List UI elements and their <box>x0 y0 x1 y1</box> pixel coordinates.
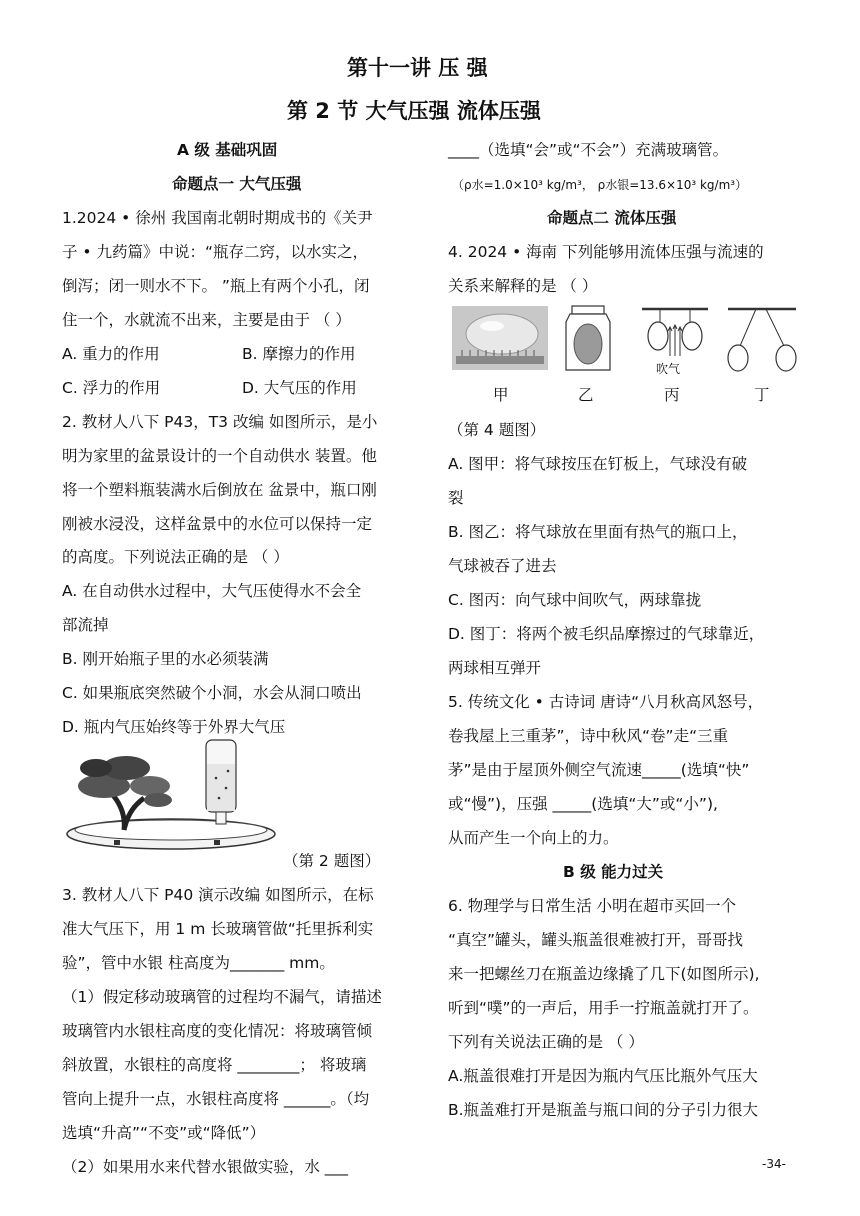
q4-line-1: 4. 2024 • 海南 下列能够用流体压强与流速的 <box>448 243 764 261</box>
level-a-heading: A 级 基础巩固 <box>177 141 278 159</box>
q2-line-5: 的高度。下列说法正确的是 （ ） <box>62 548 289 566</box>
q4-label-ding: 丁 <box>754 386 770 404</box>
q4-figure-jia-balloon-nailboard <box>452 306 548 370</box>
q4-option-c: C. 图丙：向气球中间吹气，两球靠拢 <box>448 591 702 609</box>
level-b-heading: B 级 能力过关 <box>563 863 664 881</box>
q2-line-3: 将一个塑料瓶装满水后倒放在 盆景中，瓶口刚 <box>62 481 377 499</box>
q5-line-2: 卷我屋上三重茅”，诗中秋风“卷”走“三重 <box>448 727 729 745</box>
q4-label-bing: 丙 <box>664 386 680 404</box>
q3-line-3: 验”，管中水银 柱高度为_______ mm。 <box>62 954 335 972</box>
q2-line-1: 2. 教材人八下 P43，T3 改编 如图所示，是小 <box>62 413 378 431</box>
q1-option-c: C. 浮力的作用 <box>62 379 161 397</box>
q2-option-a-line-2: 部流掉 <box>62 616 109 634</box>
q3-line-6: 斜放置，水银柱的高度将 ________； 将玻璃 <box>62 1056 367 1074</box>
q1-line-1: 1.2024 • 徐州 我国南北朝时期成书的《关尹 <box>62 209 373 227</box>
q4-figure-bing-two-balloons-blow <box>640 306 710 366</box>
q5-line-5: 从而产生一个向上的力。 <box>448 829 619 847</box>
q4-option-a-line-2: 裂 <box>448 489 464 507</box>
density-note: （ρ水=1.0×10³ kg/m³， ρ水银=13.6×10³ kg/m³） <box>452 178 748 192</box>
q3-line-4: （1）假定移动玻璃管的过程均不漏气，请描述 <box>62 988 382 1006</box>
q4-figure-yi-balloon-jar <box>560 304 616 374</box>
q2-option-a-line-1: A. 在自动供水过程中，大气压使得水不会全 <box>62 582 362 600</box>
q3-line-1: 3. 教材人八下 P40 演示改编 如图所示，在标 <box>62 886 374 904</box>
q6-option-b: B.瓶盖难打开是瓶盖与瓶口间的分子引力很大 <box>448 1101 759 1119</box>
q2-option-c: C. 如果瓶底突然破个小洞，水会从洞口喷出 <box>62 684 362 702</box>
q4-option-d-line-1: D. 图丁：将两个被毛织品摩擦过的气球靠近， <box>448 625 765 643</box>
q6-line-1: 6. 物理学与日常生活 小明在超市买回一个 <box>448 897 737 915</box>
q3-line-7: 管向上提升一点，水银柱高度将 ______。（均 <box>62 1090 370 1108</box>
q2-option-d: D. 瓶内气压始终等于外界大气压 <box>62 718 286 736</box>
q6-line-3: 来一把螺丝刀在瓶盖边缘撬了几下(如图所示), <box>448 965 760 983</box>
q5-line-4: 或“慢”)，压强 _____(选填“大”或“小”), <box>448 795 718 813</box>
q4-line-2: 关系来解释的是 （ ） <box>448 277 598 295</box>
q3-line-8: 选填“升高”“不变”或“降低”） <box>62 1124 266 1142</box>
q4-option-a-line-1: A. 图甲：将气球按压在钉板上，气球没有破 <box>448 455 748 473</box>
q6-option-a: A.瓶盖很难打开是因为瓶内气压比瓶外气压大 <box>448 1067 758 1085</box>
q6-line-5: 下列有关说法正确的是 （ ） <box>448 1033 644 1051</box>
q3-line-2: 准大气压下，用 1 m 长玻璃管做“托里拆利实 <box>62 920 374 938</box>
q3-line-9: （2）如果用水来代替水银做实验，水 ___ <box>62 1158 349 1176</box>
q1-option-b: B. 摩擦力的作用 <box>242 345 356 363</box>
q2-line-4: 刚被水浸没，这样盆景中的水位可以保持一定 <box>62 515 373 533</box>
topic-1-heading: 命题点一 大气压强 <box>172 175 302 193</box>
topic-2-heading: 命题点二 流体压强 <box>547 209 677 227</box>
q1-line-2: 子 • 九药篇》中说：“瓶存二窍，以水实之， <box>62 243 369 261</box>
q4-option-b-line-1: B. 图乙：将气球放在里面有热气的瓶口上， <box>448 523 748 541</box>
section-subtitle: 第 2 节 大气压强 流体压强 <box>287 99 541 123</box>
q2-figure-caption: （第 2 题图） <box>283 852 381 870</box>
q2-line-2: 明为家里的盆景设计的一个自动供水 装置。他 <box>62 447 377 465</box>
q4-label-jia: 甲 <box>493 386 509 404</box>
q5-line-3: 茅”是由于屋顶外侧空气流速_____(选填“快” <box>448 761 750 779</box>
q4-option-d-line-2: 两球相互弹开 <box>448 659 542 677</box>
page-number: -34- <box>762 1157 786 1171</box>
q3-continuation: ____（选填“会”或“不会”）充满玻璃管。 <box>448 141 729 159</box>
q3-line-5: 玻璃管内水银柱高度的变化情况：将玻璃管倾 <box>62 1022 373 1040</box>
q4-figure-ding-two-balloons-repel <box>726 306 798 378</box>
q4-option-b-line-2: 气球被吞了进去 <box>448 557 557 575</box>
q6-line-2: “真空”罐头，罐头瓶盖很难被打开，哥哥找 <box>448 931 744 949</box>
q5-line-1: 5. 传统文化 • 古诗词 唐诗“八月秋高风怒号， <box>448 693 764 711</box>
page-title: 第十一讲 压 强 <box>347 56 488 80</box>
q4-figure-caption: （第 4 题图） <box>448 421 546 439</box>
q6-line-4: 听到“噗”的一声后，用手一拧瓶盖就打开了。 <box>448 999 759 1017</box>
q1-option-a: A. 重力的作用 <box>62 345 160 363</box>
q1-line-3: 倒泻；闭一则水不下。 ”瓶上有两个小孔，闭 <box>62 277 370 295</box>
q4-blow-label: 吹气 <box>656 362 681 376</box>
q1-line-4: 住一个，水就流不出来，主要是由于 （ ） <box>62 311 351 329</box>
q4-label-yi: 乙 <box>578 386 594 404</box>
q2-bonsai-figure <box>66 738 286 858</box>
q2-option-b: B. 刚开始瓶子里的水必须装满 <box>62 650 269 668</box>
q1-option-d: D. 大气压的作用 <box>242 379 357 397</box>
